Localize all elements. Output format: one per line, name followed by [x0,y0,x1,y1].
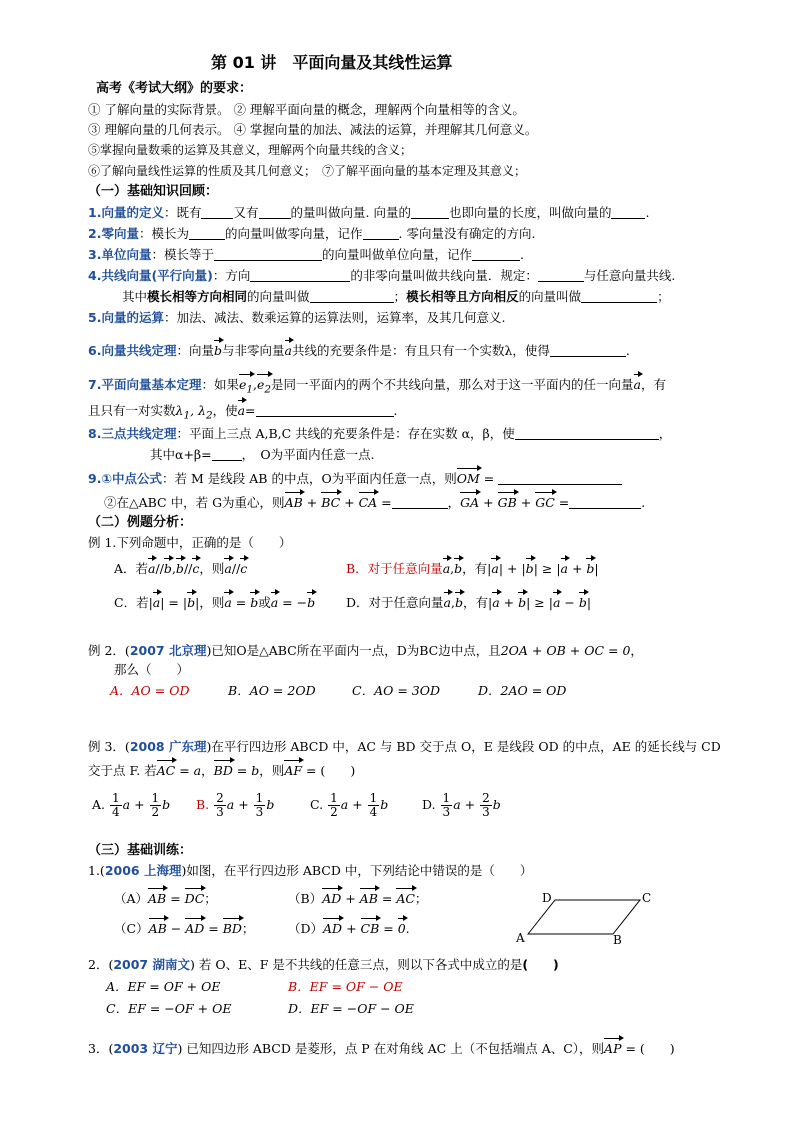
practice-2-option-c: C．EF = −OF + OE [106,1001,232,1016]
example-1-option-b: B．对于任意向量a,b，有|a| + |b| ≥ |a + b| [346,561,599,576]
blank [392,495,448,509]
example-3-stem-cont: 交于点 F. 若AC = a，BD = b，则AF = ( ) [88,763,356,778]
source-tag: 2007 湖南文 [113,957,190,972]
source-tag: 2006 上海理 [104,863,182,878]
syllabus-item: ③ 理解向量的几何表示。 ④ 掌握向量的加法、减法的运算，并理解其几何意义。 [88,122,538,137]
question-9: 9.①中点公式：若 M 是线段 AB 的中点，O为平面内任意一点，则OM = [88,470,622,488]
source-tag: 2003 辽宁 [113,1041,178,1056]
question-7-cont: 且只有一对实数$\lambda_1$, $\lambda_2$，使a= . [88,403,398,422]
example-2-option-b: B．AO = 2OD [228,683,316,698]
vertex-label-d: D [542,891,552,905]
question-9-cont: ②在△ABC 中，若 G为重心，则AB + BC + CA = ，GA + GB + GC = . [104,495,646,510]
example-2-stem-cont: 那么（ ） [114,662,190,677]
practice-3-stem: 3．(2003 辽宁) 已知四边形 ABCD 是菱形，点 P 在对角线 AC 上（不包括端点 A、C），则AP = ( ) [88,1041,675,1056]
vertex-label-a: A [516,931,525,944]
blank [472,247,520,261]
practice-1-option-a: （A）AB = DC； [114,891,217,906]
example-2-option-d: D．2AO = OD [478,683,567,698]
example-3-option-a: A. $\frac{1}{4}$ a + $\frac{1}{2}$ b [92,791,171,819]
blank [411,205,449,219]
blank [259,205,291,219]
question-3: 3.单位向量：模长等于 的向量叫做单位向量，记作 . [88,247,524,262]
section-heading-examples: （二）例题分析： [88,515,193,530]
blank [550,343,626,357]
blank [250,268,350,282]
blank [538,268,584,282]
question-5: 5.向量的运算：加法、减法、数乘运算的运算法则，运算率，及其几何意义. [88,310,506,325]
example-3-option-d: D. $\frac{1}{3}$ a + $\frac{2}{3}$ b [422,791,501,819]
example-2-stem: 例 2．(2007 北京理)已知O是△ABC所在平面内一点，D为BC边中点，且2OA + OB + OC = 0， [88,643,643,658]
example-3-stem: 例 3．(2008 广东理)在平行四边形 ABCD 中，AC 与 BD 交于点 O，E 是线段 OD 的中点，AE 的延长线与 CD [88,739,721,754]
vertex-label-b: B [613,933,622,944]
blank [212,447,242,461]
question-1: 1.向量的定义：既有 又有 的量叫做向量. 向量的 也即向量的长度，叫做向量的 . [88,205,650,220]
page-title: 第 01 讲 平面向量及其线性运算 [211,53,453,72]
example-2-option-a: A．AO = OD [110,683,190,698]
blank [363,226,399,240]
example-1-option-c: C．若|a| = |b|，则a = b或a = −b [114,595,316,610]
syllabus-item: ⑥了解向量线性运算的性质及其几何意义； ⑦了解平面向量的基本定理及其意义； [88,164,527,178]
question-6: 6.向量共线定理：向量b与非零向量a共线的充要条件是：有且只有一个实数λ，使得 . [88,343,630,358]
example-2-option-c: C．AO = 3OD [352,683,440,698]
blank [214,247,322,261]
blank [515,426,659,440]
blank [310,289,394,303]
example-1-option-a: A．若a//b,b//c，则a//c [114,561,248,576]
question-4-cont: 其中模长相等方向相同的向量叫做 ；模长相等且方向相反的向量叫做 ； [122,289,670,304]
question-2: 2.零向量：模长为 的向量叫做零向量，记作 . 零向量没有确定的方向. [88,226,536,241]
practice-2-option-d: D．EF = −OF − OE [288,1001,414,1016]
blank [581,289,657,303]
practice-1-option-c: （C）AB − AD = BD； [114,921,255,936]
source-tag: 2007 北京理 [129,643,207,658]
syllabus-item: ⑤掌握向量数乘的运算及其意义，理解两个向量共线的含义； [88,143,413,157]
practice-2-stem: 2．(2007 湖南文) 若 O、E、F 是不共线的任意三点，则以下各式中成立的是( ) [88,957,559,972]
blank [569,495,641,509]
section-heading-basics: （一）基础知识回顾： [88,184,219,199]
practice-2-option-a: A．EF = OF + OE [106,979,221,994]
blank [189,226,225,240]
blank [201,205,233,219]
parallelogram-figure [512,888,652,944]
syllabus-item: ① 了解向量的实际背景。 ② 理解平面向量的概念，理解两个向量相等的含义。 [88,102,525,117]
practice-1-option-b: （B）AD + AB = AC； [288,891,428,906]
question-7: 7.平面向量基本定理：如果$e_1,e_2$是同一平面内的两个不共线向量，那么对于这一平面内的任一向量a，有 [88,376,666,399]
practice-1-stem: 1.(2006 上海理)如图，在平行四边形 ABCD 中，下列结论中错误的是（ ） [88,863,533,878]
vertex-label-c: C [642,891,652,905]
term: 向量的定义 [101,205,164,220]
blank [498,471,622,485]
example-1-option-d: D．对于任意向量a,b，有|a + b| ≥ |a − b| [346,595,592,610]
example-1-stem: 例 1.下列命题中，正确的是（ ） [88,535,292,550]
blank [611,205,645,219]
source-tag: 2008 广东理 [129,739,207,754]
question-4: 4.共线向量(平行向量)：方向 的非零向量叫做共线向量．规定： 与任意向量共线. [88,268,676,283]
example-3-option-b: B. $\frac{2}{3}$ a + $\frac{1}{3}$ b [196,791,275,819]
blank [256,403,394,417]
example-3-option-c: C. $\frac{1}{2}$ a + $\frac{1}{4}$ b [310,791,389,819]
question-8-cont: 其中α+β= ， O为平面内任意一点. [150,447,375,462]
section-heading-practice: （三）基础训练： [88,843,193,858]
practice-2-option-b: B．EF = OF − OE [288,979,403,994]
question-8: 8.三点共线定理：平面上三点 A,B,C 共线的充要条件是：存在实数 α，β，使 ， [88,426,672,441]
syllabus-heading: 高考《考试大纲》的要求： [96,81,253,96]
parallelogram-shape [528,900,640,934]
practice-1-option-d: （D）AD + CB = 0. [288,921,410,936]
